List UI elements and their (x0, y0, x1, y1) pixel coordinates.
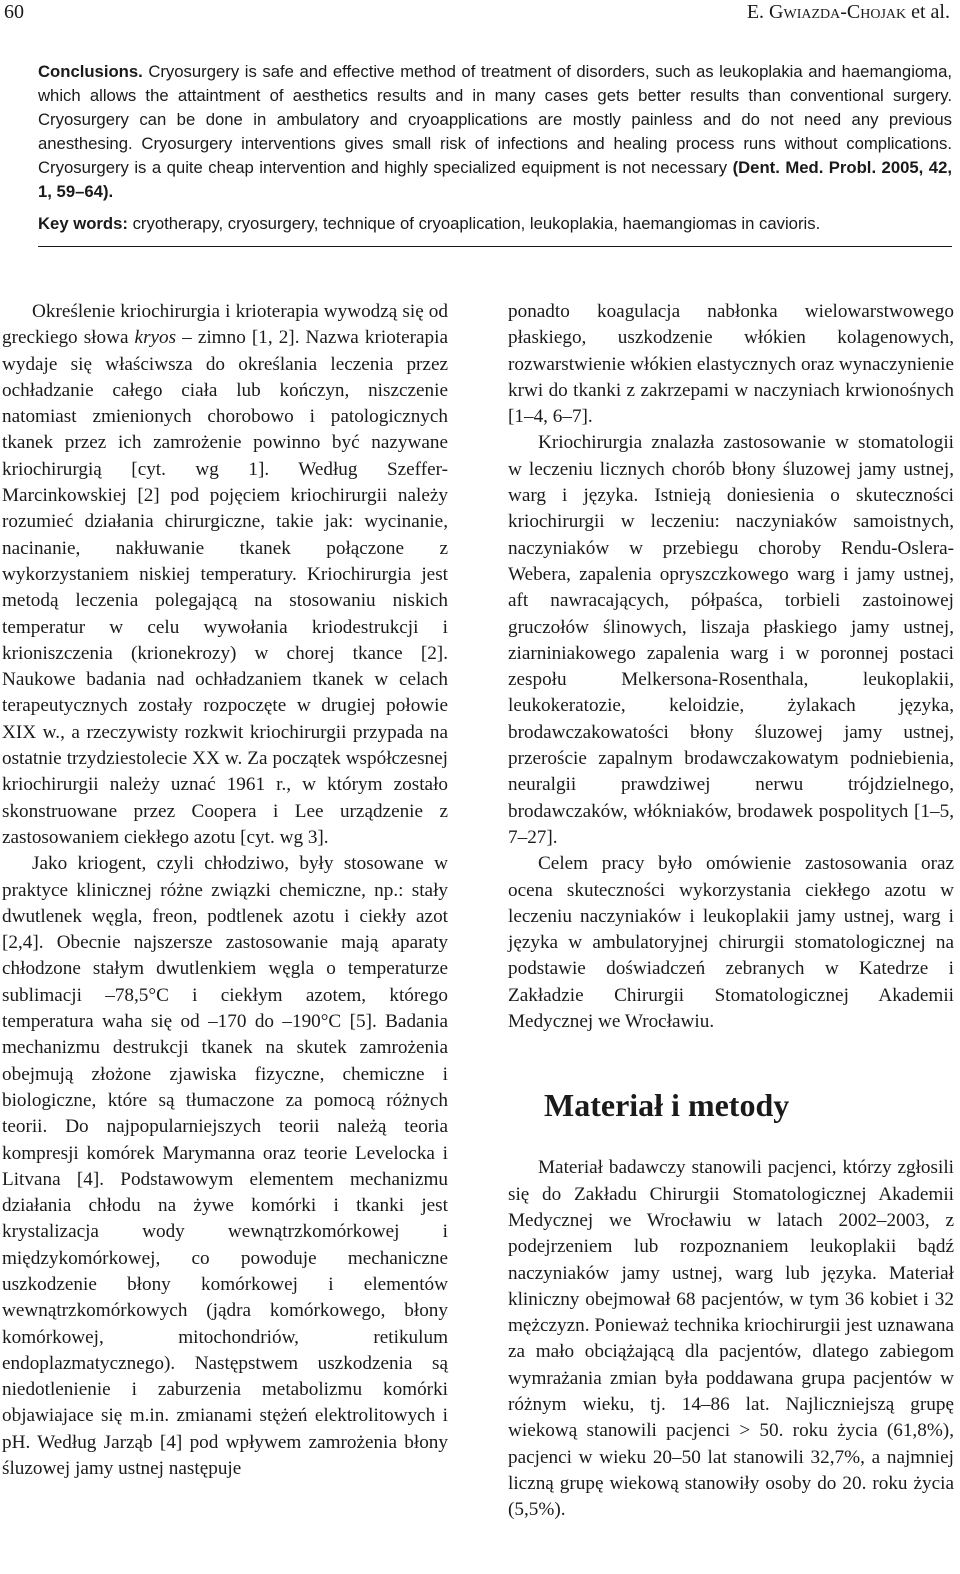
right-paragraph-2: Kriochirurgia znalazła zastosowanie w stomatologii w leczeniu licznych chorób błony śluzowej jamy ustnej, warg i języka. Istnieją doniesienia o skuteczności kriochirurgii w leczeniu: naczyniaków samoistnych, naczyniaków w przebiegu choroby Rendu-Oslera-Webera, zapalenia opryszczkowego warg i jamy ustnej, aft nawracających, półpaśca, torbieli zastoinowej gruczołów ślinowych, liszaja płaskiego jamy ustnej, ziarniniakowego zapalenia warg i w poronnej postaci zespołu Melkersona-Rosenthala, leukoplakii, leukokeratozie, keloidzie, żylakach języka, brodawczakowatości błony śluzowej jamy ustnej, przeroście zapalnym brodawczakowatym podniebienia, neuralgii prawdziwej nerwu trójdzielnego, brodawczaków, włókniaków, brodawek pospolitych [1–5, 7–27]. (508, 432, 954, 848)
running-header-authors (747, 0, 950, 24)
keywords-label: Key words: (38, 214, 128, 233)
right-paragraph-4: Materiał badawczy stanowili pacjenci, którzy zgłosili się do Zakładu Chirurgii Stomatologicznej Akademii Medycznej we Wrocławiu w latach 2002–2003, z podejrzeniem lub rozpoznaniem leukoplakii bądź naczyniaków jamy ustnej, warg lub języka. Materiał kliniczny obejmował 68 pacjentów, w tym 36 kobiet i 32 mężczyzn. Ponieważ technika kriochirurgii jest uznawana za mało obciążającą dla pacjentów, dlatego zabiegom wymrażania zmian była poddawana grupa pacjentów w różnym wieku, tj. 14–86 lat. Najliczniejszą grupę wiekową stanowili pacjenci > 50. roku życia (61,8%), pacjenci w wieku 20–50 lat stanowili 32,7%, a najmniej liczną grupę wiekową stanowiły osoby do 20. roku życia (5,5%). (508, 1157, 954, 1521)
abstract-citation: (Dent. Med. Probl. 2005, 42, 1, 59–64). (38, 158, 952, 201)
conclusions-label: Conclusions. (38, 62, 143, 81)
right-paragraph-3: Celem pracy było omówienie zastosowania oraz ocena skuteczności wykorzystania ciekłego azotu w leczeniu naczyniaków i leukoplakii jamy ustnej, warg i języka w ambulatoryjnej chirurgii stomatologicznej na podstawie doświadczeń zebranych w Katedrze i Zakładzie Chirurgii Stomatologicznej Akademii Medycznej we Wrocławiu. (508, 853, 954, 1033)
conclusions-text: Cryosurgery is safe and effective method of treatment of disorders, such as leukoplakia and haemangioma, which allows the attaintment of aesthetics results and in many cases gets better results than conventional surgery. Cryosurgery can be done in ambulatory and cryoapplications are mostly painless and do not need any previous anesthesing. Cryosurgery interventions gives small risk of infections and healing process runs without complications. Cryosurgery is a quite cheap intervention and highly specialized equipment is not necessary (38, 62, 952, 177)
author-surname: Gwiazda-Chojak (769, 1, 907, 23)
left-paragraph-1 (2, 299, 448, 851)
author-initial: E. (746, 1, 770, 23)
left-paragraph-2: Jako kriogent, czyli chłodziwo, były stosowane w praktyce klinicznej różne związki chemiczne, np.: stały dwutlenek węgla, freon, podtlenek azotu i ciekły azot [2,4]. Obecnie najszersze zastosowanie mają aparaty chłodzone stałym dwutlenkiem węgla o temperaturze sublimacji –78,5°C i ciekłym azotem, którego temperatura waha się od –170 do –190°C [5]. Badania mechanizmu destrukcji tkanek na skutek zamrożenia obejmują złożone zjawiska fizyczne, chemiczne i biologiczne, które są tłumaczone za pomocą różnych teorii. Do najpopularniejszych teorii należą teoria kompresji komórek Marymanna oraz teorie Levelocka i Litvana [4]. Podstawowym elementem mechanizmu działania chłodu na żywe komórki i tkanki jest krystalizacja wody wewnątrzkomórkowej i międzykomórkowej, co powoduje mechaniczne uszkodzenie błony komórkowej i elementów wewnątrzkomórkowych (jądra komórkowego, błony komórkowej, mitochondriów, retikulum endoplazmatycznego). Następstwem uszkodzenia są niedotlenienie i zaburzenia metabolizmu komórki objawiajace się m.in. zmianami stężeń elektrolitowych i pH. Według Jarząb [4] pod wpływem zamrożenia błony śluzowej jamy ustnej następuje (2, 853, 448, 1480)
section-heading: Materiał i metody (544, 1087, 790, 1124)
running-header-page-number: 60 (4, 1, 24, 23)
right-column (508, 299, 954, 1523)
abstract-conclusions (38, 60, 952, 204)
keywords-text: cryotherapy, cryosurgery, technique of cryoaplication, leukoplakia, haemangiomas in cavioris. (127, 214, 821, 233)
abstract-block (38, 60, 952, 236)
abstract-keywords (38, 212, 952, 236)
left-p1-term-kryos: kryos (134, 327, 177, 349)
left-column (2, 299, 448, 1482)
abstract-divider (38, 246, 952, 247)
left-p1-text-a: Określenie kriochirurgia i krioterapia wywodzą się od greckiego słowa (2, 301, 448, 349)
left-p1-text-b: – zimno [1, 2]. Nazwa krioterapia wydaje się właściwsza do określania leczenia przez ochładzanie całego ciała lub kończyn, niszczenie natomiast zmienionych chorobowo i patologicznych tkanek przez ich zamrożenie powinno być nazywane kriochirurgią [cyt. wg 1]. Według Szeffer-Marcinkowskiej [2] pod pojęciem kriochirurgii należy rozumieć działania chirurgiczne, takie jak: wycinanie, nacinanie, nakłuwanie tkanek połączone z wykorzystaniem niskiej temperatury. Kriochirurgia jest metodą leczenia polegającą na stosowaniu niskich temperatur w celu wywołania kriodestrukcji i krioniszczenia (krionekrozy) w chorej tkance [2]. Naukowe badania nad ochładzaniem tkanek w celach terapeutycznych zostały rozpoczęte w drugiej połowie XIX w., a rzeczywisty rozkwit kriochirurgii przypada na ostatnie trzydziestolecie XX w. Za początek współczesnej kriochirurgii należy uznać 1961 r., w którym zostało skonstruowane przez Coopera i Lee urządzenie z zastosowaniem ciekłego azotu [cyt. wg 3]. (2, 327, 448, 848)
author-suffix: et al. (906, 1, 950, 23)
right-paragraph-1: ponadto koagulacja nabłonka wielowarstwowego płaskiego, uszkodzenie włókien kolagenowych, rozwarstwienie włókien elastycznych oraz wynaczynienie krwi do tkanki z zakrzepami w naczyniach krwionośnych [1–4, 6–7]. (508, 301, 954, 428)
